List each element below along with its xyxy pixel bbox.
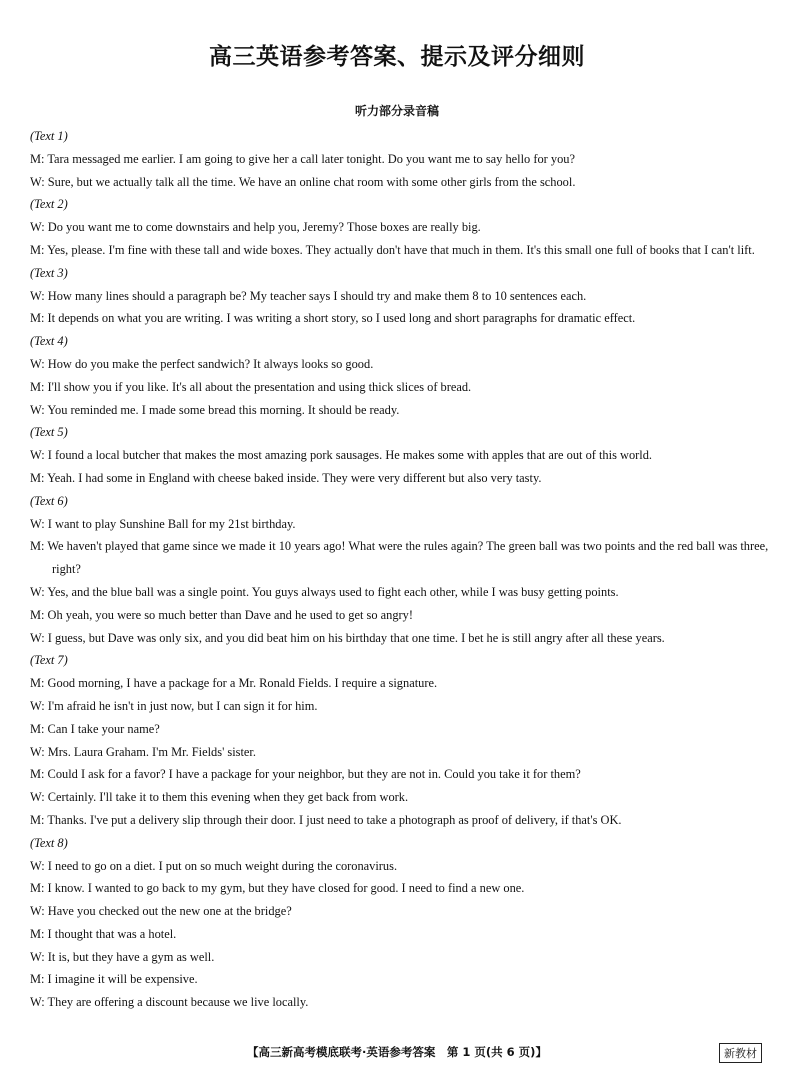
dialogue-line: M: I thought that was a hotel. — [30, 926, 177, 941]
dialogue-line: W: Sure, but we actually talk all the time. We have an online chat room with some other girls from the school. — [30, 174, 576, 189]
dialogue-label: (Text 8) — [30, 835, 68, 850]
page-footer: 【高三新高考模底联考·英语参考答案 第 1 页(共 6 页)】 — [247, 1045, 547, 1059]
dialogue-line: W: You reminded me. I made some bread this morning. It should be ready. — [30, 402, 400, 417]
dialogue-label: (Text 3) — [30, 265, 68, 280]
dialogue-line: M: Good morning, I have a package for a Mr. Ronald Fields. I require a signature. — [30, 676, 438, 691]
dialogue-line: W: It is, but they have a gym as well. — [30, 949, 215, 964]
transcript-body — [30, 125, 772, 1014]
dialogue-line: M: I'll show you if you like. It's all about the presentation and using thick slices of bread. — [30, 379, 472, 394]
dialogue-line: W: They are offering a discount because we live locally. — [30, 995, 309, 1010]
dialogue-line: W: Do you want me to come downstairs and help you, Jeremy? Those boxes are really big. — [30, 220, 481, 235]
dialogue-line: M: Tara messaged me earlier. I am going to give her a call later tonight. Do you want me to say hello for you? — [30, 151, 575, 166]
dialogue-line: W: I want to play Sunshine Ball for my 21st birthday. — [30, 516, 296, 531]
dialogue-line: M: Yeah. I had some in England with cheese baked inside. They were very different but also very tasty. — [30, 470, 542, 485]
dialogue-line: W: I found a local butcher that makes the most amazing pork sausages. He makes some with apples that are out of this world. — [30, 448, 652, 463]
dialogue-line: W: Mrs. Laura Graham. I'm Mr. Fields' sister. — [30, 744, 256, 759]
dialogue-line: W: I guess, but Dave was only six, and you did beat him on his birthday that one time. I bet he is still angry after all these years. — [30, 630, 665, 645]
dialogue-line: W: How do you make the perfect sandwich? It always looks so good. — [30, 356, 374, 371]
dialogue-line: W: Yes, and the blue ball was a single point. You guys always used to fight each other, while I was busy getting points. — [30, 584, 619, 599]
dialogue-label: (Text 1) — [30, 129, 68, 143]
dialogue-line: M: Yes, please. I'm fine with these tall and wide boxes. They actually don't have that much in them. It's this small one full of books that I can't lift. — [30, 242, 755, 257]
dialogue-line: W: I need to go on a diet. I put on so much weight during the coronavirus. — [30, 858, 398, 873]
dialogue-line: M: Oh yeah, you were so much better than Dave and he used to get so angry! — [30, 607, 413, 622]
dialogue-line: M: We haven't played that game since we made it 10 years ago! What were the rules again? The green ball was two points and the red ball was three, right? — [30, 539, 769, 577]
dialogue-label: (Text 2) — [30, 197, 68, 212]
dialogue-line: M: It depends on what you are writing. I was writing a short story, so I used long and short paragraphs for dramatic effect. — [30, 311, 636, 326]
dialogue-label: (Text 6) — [30, 493, 68, 508]
dialogue-line: M: Could I ask for a favor? I have a package for your neighbor, but they are not in. Could you take it for them? — [30, 767, 581, 782]
dialogue-line: M: I know. I wanted to go back to my gym, but they have closed for good. I need to find a new one. — [30, 881, 525, 896]
dialogue-line: W: Certainly. I'll take it to them this evening when they get back from work. — [30, 790, 409, 805]
dialogue-line: W: I'm afraid he isn't in just now, but I can sign it for him. — [30, 698, 318, 713]
dialogue-label: (Text 5) — [30, 425, 68, 440]
dialogue-line: M: I imagine it will be expensive. — [30, 972, 198, 987]
dialogue-label: (Text 4) — [30, 334, 68, 349]
dialogue-line: M: Can I take your name? — [30, 721, 160, 736]
dialogue-line: W: Have you checked out the new one at the bridge? — [30, 904, 292, 919]
edition-badge: 新教材 — [719, 1043, 762, 1063]
dialogue-line: W: How many lines should a paragraph be? My teacher says I should try and make them 8 to 10 sentences each. — [30, 288, 587, 303]
section-subtitle: 听力部分录音稿 — [354, 104, 439, 118]
dialogue-line: M: Thanks. I've put a delivery slip through their door. I just need to take a photograph as proof of delivery, if that's OK. — [30, 812, 622, 827]
dialogue-label: (Text 7) — [30, 653, 68, 668]
page-title: 高三英语参考答案、提示及评分细则 — [209, 44, 585, 70]
